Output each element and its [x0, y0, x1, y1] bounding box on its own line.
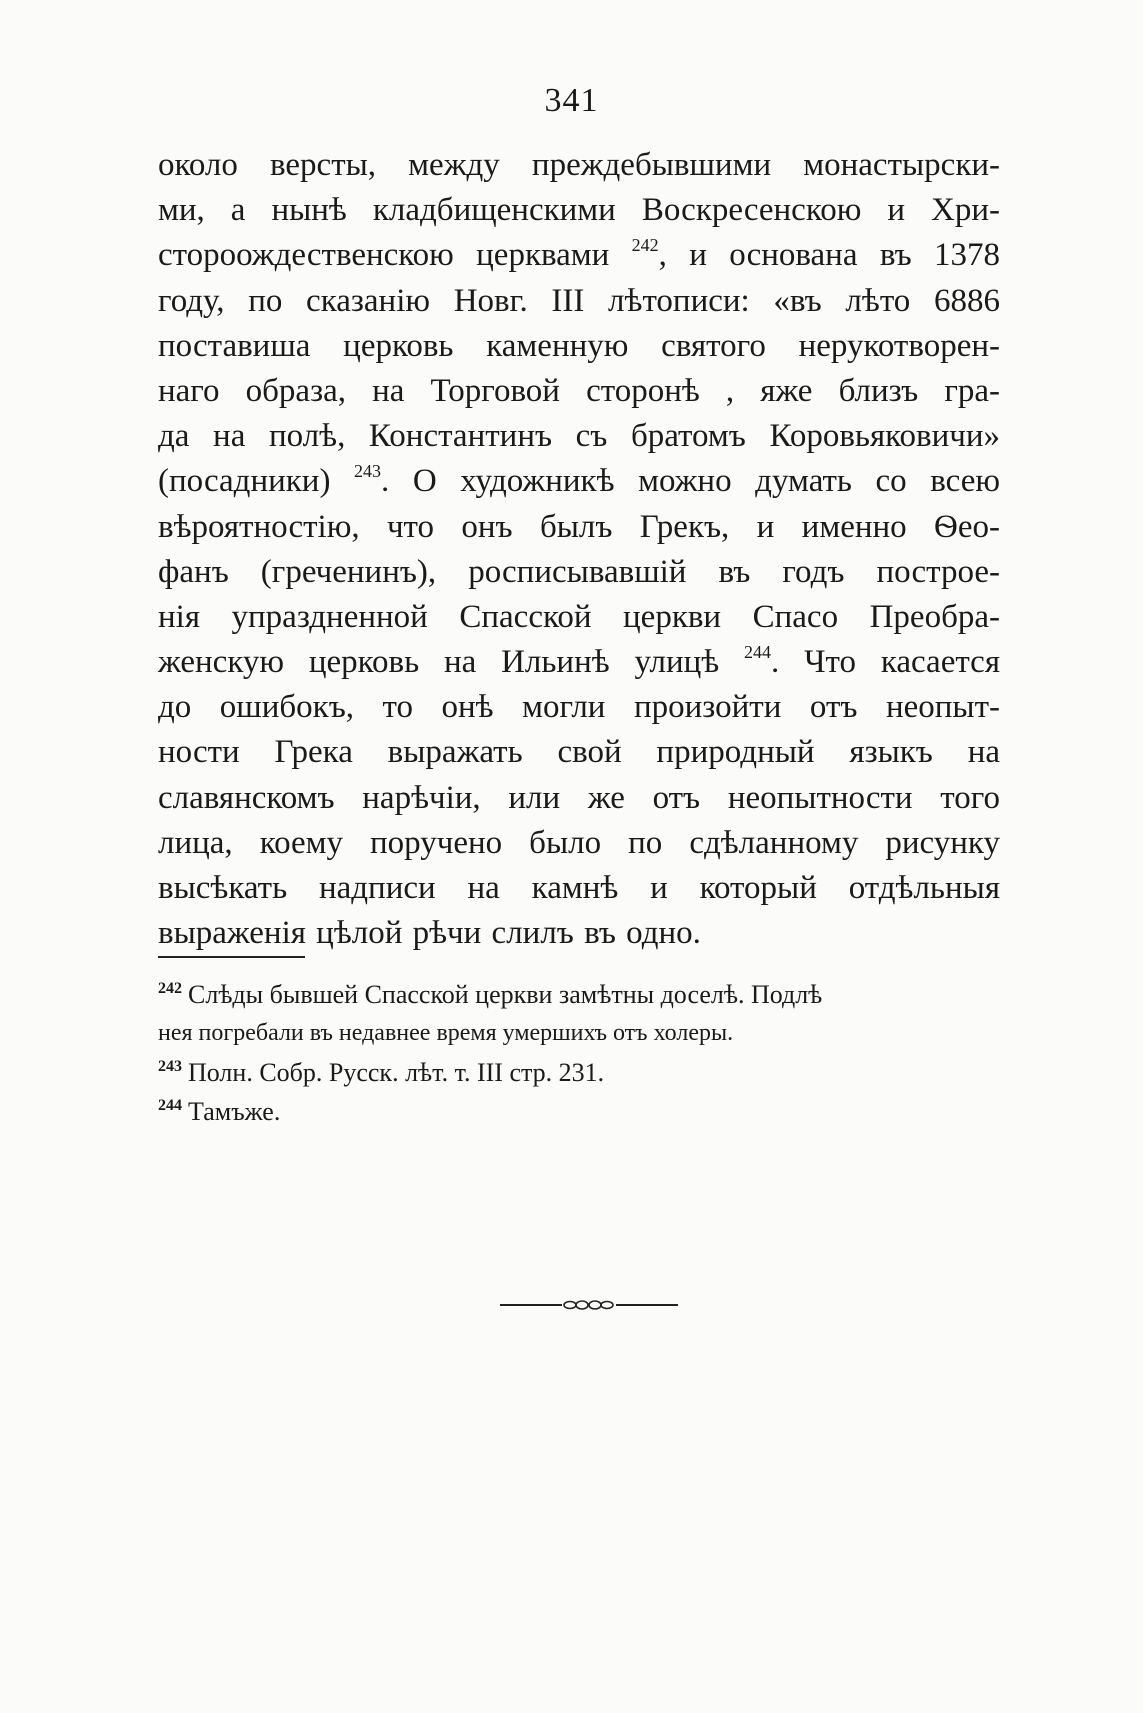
body-line-text: вѣроятностію, что онъ былъ Грекъ, и именно Ѳео- — [158, 508, 1000, 545]
body-line — [158, 369, 1000, 414]
body-line — [158, 685, 1000, 730]
page-number: 341 — [544, 82, 599, 119]
body-line — [158, 188, 1000, 233]
body-line-text: до ошибокъ, то онѣ могли произойти отъ неопыт- — [158, 689, 1000, 726]
body-line-text: стороождественскою церквами — [158, 237, 632, 274]
footnote-text: Тамъже. — [188, 1097, 281, 1126]
body-line — [158, 595, 1000, 640]
body-line-text: поставиша церковь каменную святого нерукотворен- — [158, 327, 1000, 364]
body-line — [158, 550, 1000, 595]
footnotes — [158, 975, 1000, 1131]
footnote-number: 243 — [158, 1058, 182, 1075]
footnote-number: 244 — [158, 1097, 182, 1114]
body-text — [158, 143, 1000, 956]
body-line-text: высѣкать надписи на камнѣ и который отдѣльныя — [158, 870, 1000, 906]
body-line — [158, 730, 1000, 775]
body-line-text: наго образа, на Торговой сторонѣ , яже близъ гра- — [158, 372, 1000, 409]
body-line-text: (посадники) — [158, 463, 355, 500]
body-line — [158, 821, 1000, 866]
body-line-text: славянскомъ нарѣчіи, или же отъ неопытности того — [158, 779, 1000, 816]
body-line-text: году, по сказанію Новг. III лѣтописи: «въ лѣто 6886 — [158, 282, 1000, 319]
body-line-text: фанъ (греченинъ), росписывавшій въ годъ построе- — [158, 553, 1000, 590]
body-line-text: , и основана въ 1378 — [658, 237, 1000, 274]
body-line — [158, 911, 1000, 956]
footnote-line — [158, 975, 1000, 1014]
body-line-text: лица, коему поручено было по сдѣланному рисунку — [158, 824, 1000, 861]
body-line — [158, 143, 1000, 188]
body-line — [158, 866, 1000, 911]
footnote-reference: 242 — [631, 235, 659, 256]
body-line — [158, 414, 1000, 459]
footnote-number: 242 — [158, 980, 182, 997]
body-line-text: около версты, между преждебывшими монастырски- — [158, 147, 1000, 183]
body-line-text: выраженія цѣлой рѣчи слилъ въ одно. — [158, 915, 701, 952]
body-line-text: нія упраздненной Спасской церкви Спасо Преобра- — [158, 598, 1000, 635]
body-line-text: . Что касается — [771, 644, 1001, 681]
body-line — [158, 459, 1000, 504]
footnote-reference: 243 — [354, 461, 382, 482]
body-line-text: да на полѣ, Константинъ съ братомъ Коровьяковичи» — [158, 418, 1000, 455]
footnote-rule — [158, 956, 305, 958]
body-line-text: женскую церковь на Ильинѣ улицѣ — [158, 644, 745, 681]
body-line-text: ности Грека выражать свой природный языкъ на — [158, 734, 1000, 771]
body-line — [158, 324, 1000, 369]
body-line-text: . О художникѣ можно думать со всею — [381, 463, 1000, 500]
footnote-text: нея погребали въ недавнее время умершихъ отъ холеры. — [158, 1020, 734, 1046]
body-line — [158, 505, 1000, 550]
footnote-line — [158, 1092, 1000, 1131]
end-ornament — [500, 1298, 678, 1312]
body-line-text: ми, а нынѣ кладбищенскими Воскресенскою и Хри- — [158, 192, 1000, 229]
body-line — [158, 279, 1000, 324]
footnote-line — [158, 1053, 1000, 1092]
footnote-text: Полн. Собр. Русск. лѣт. т. III стр. 231. — [188, 1058, 605, 1087]
body-line — [158, 233, 1000, 278]
footnote-reference: 244 — [744, 642, 772, 663]
body-line — [158, 640, 1000, 685]
footnote-text: Слѣды бывшей Спасской церкви замѣтны доселѣ. Подлѣ — [188, 980, 823, 1009]
body-line — [158, 776, 1000, 821]
footnote-line — [158, 1014, 1000, 1053]
